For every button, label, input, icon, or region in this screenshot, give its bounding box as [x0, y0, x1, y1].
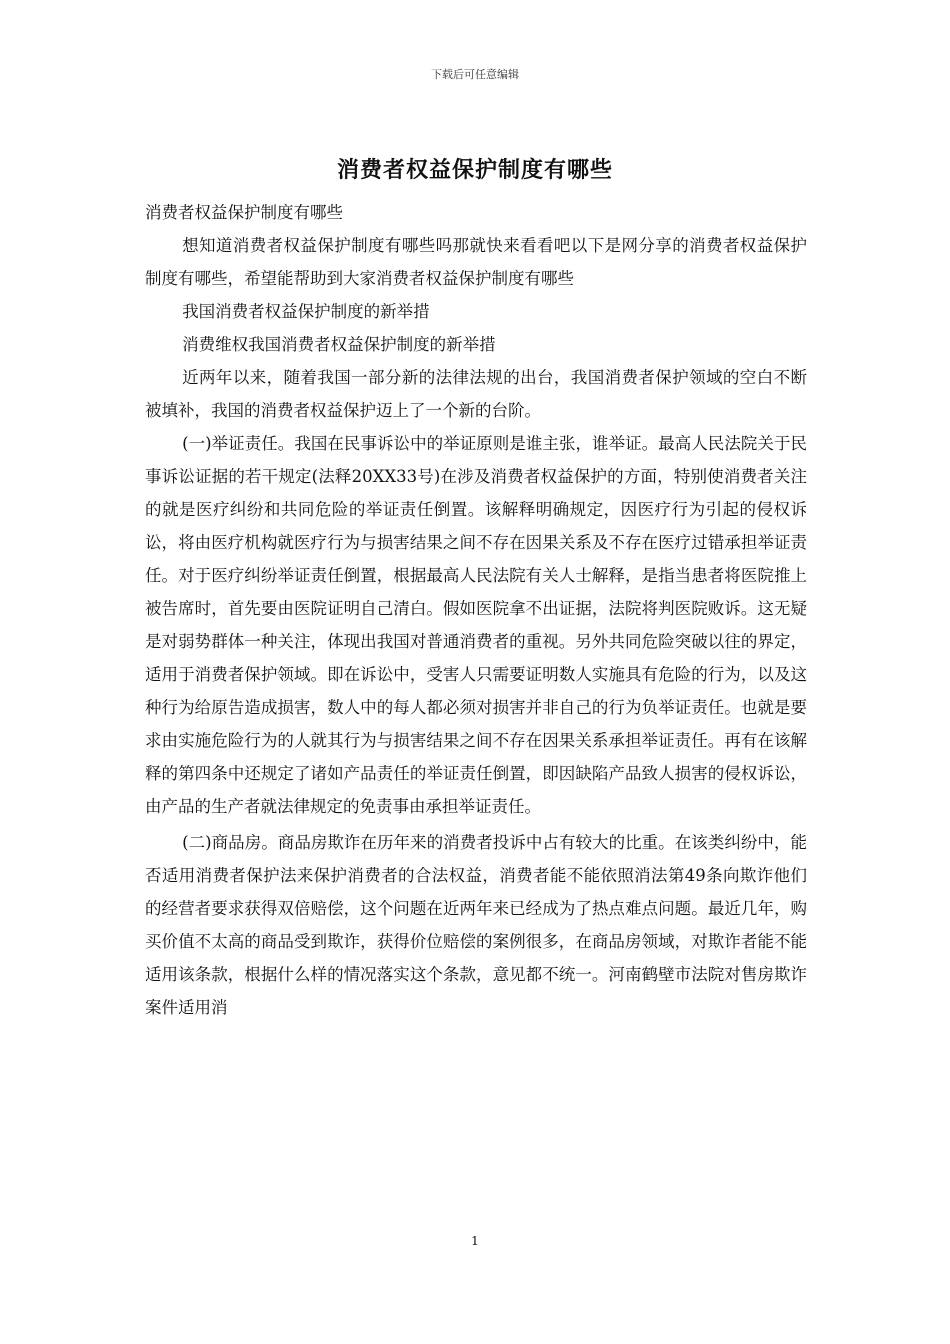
paragraph-burden-of-proof: (一)举证责任。我国在民事诉讼中的举证原则是谁主张，谁举证。最高人民法院关于民事诉讼证据的若干规定(法释20XX33号)在涉及消费者权益保护的方面，特别使消费者关注的就是医疗纠纷和共同危险的举证责任倒置。该解释明确规定，因医疗行为引起的侵权诉讼，将由医疗机构就医疗行为与损害结果之间不存在因果关系及不存在医疗过错承担举证责任。对于医疗纠纷举证责任倒置，根据最高人民法院有关人士解释，是指当患者将医院推上被告席时，首先要由医院证明自己清白。假如医院拿不出证据，法院将判医院败诉。这无疑是对弱势群体一种关注，体现出我国对普通消费者的重视。另外共同危险突破以往的界定，适用于消费者保护领域。即在诉讼中，受害人只需要证明数人实施具有危险的行为，以及这种行为给原告造成损害，数人中的每人都必须对损害并非自己的行为负举证责任。也就是要求由实施危险行为的人就其行为与损害结果之间不存在因果关系承担举证责任。再有在该解释的第四条中还规定了诸如产品责任的举证责任倒置，即因缺陷产品致人损害的侵权诉讼，由产品的生产者就法律规定的免责事由承担举证责任。 — [145, 434, 807, 816]
page-header-note: 下载后可任意编辑 — [431, 68, 519, 81]
paragraph-commercial-housing: (二)商品房。商品房欺诈在历年来的消费者投诉中占有较大的比重。在该类纠纷中，能否适用消费者保护法来保护消费者的合法权益，消费者能不能依照消法第49条向欺诈他们的经营者要求获得双倍赔偿，这个问题在近两年来已经成为了热点难点问题。最近几年，购买价值不太高的商品受到欺诈，获得价位赔偿的案例很多，在商品房领域，对欺诈者能不能适用该条款，根据什么样的情况落实这个条款，意见都不统一。河南鹤壁市法院对售房欺诈案件适用消 — [145, 833, 807, 1017]
paragraph-overview: 近两年以来，随着我国一部分新的法律法规的出台，我国消费者保护领域的空白不断被填补，我国的消费者权益保护迈上了一个新的台阶。 — [145, 368, 807, 420]
document-body — [145, 196, 807, 1024]
document-title: 消费者权益保护制度有哪些 — [336, 157, 613, 183]
page-number: 1 — [471, 1234, 479, 1248]
paragraph-heading-2: 消费维权我国消费者权益保护制度的新举措 — [182, 335, 496, 354]
paragraph-subtitle: 消费者权益保护制度有哪些 — [145, 203, 343, 222]
paragraph-intro: 想知道消费者权益保护制度有哪些吗那就快来看看吧以下是网分享的消费者权益保护制度有哪些，希望能帮助到大家消费者权益保护制度有哪些 — [145, 236, 807, 288]
paragraph-heading-1: 我国消费者权益保护制度的新举措 — [182, 302, 430, 321]
